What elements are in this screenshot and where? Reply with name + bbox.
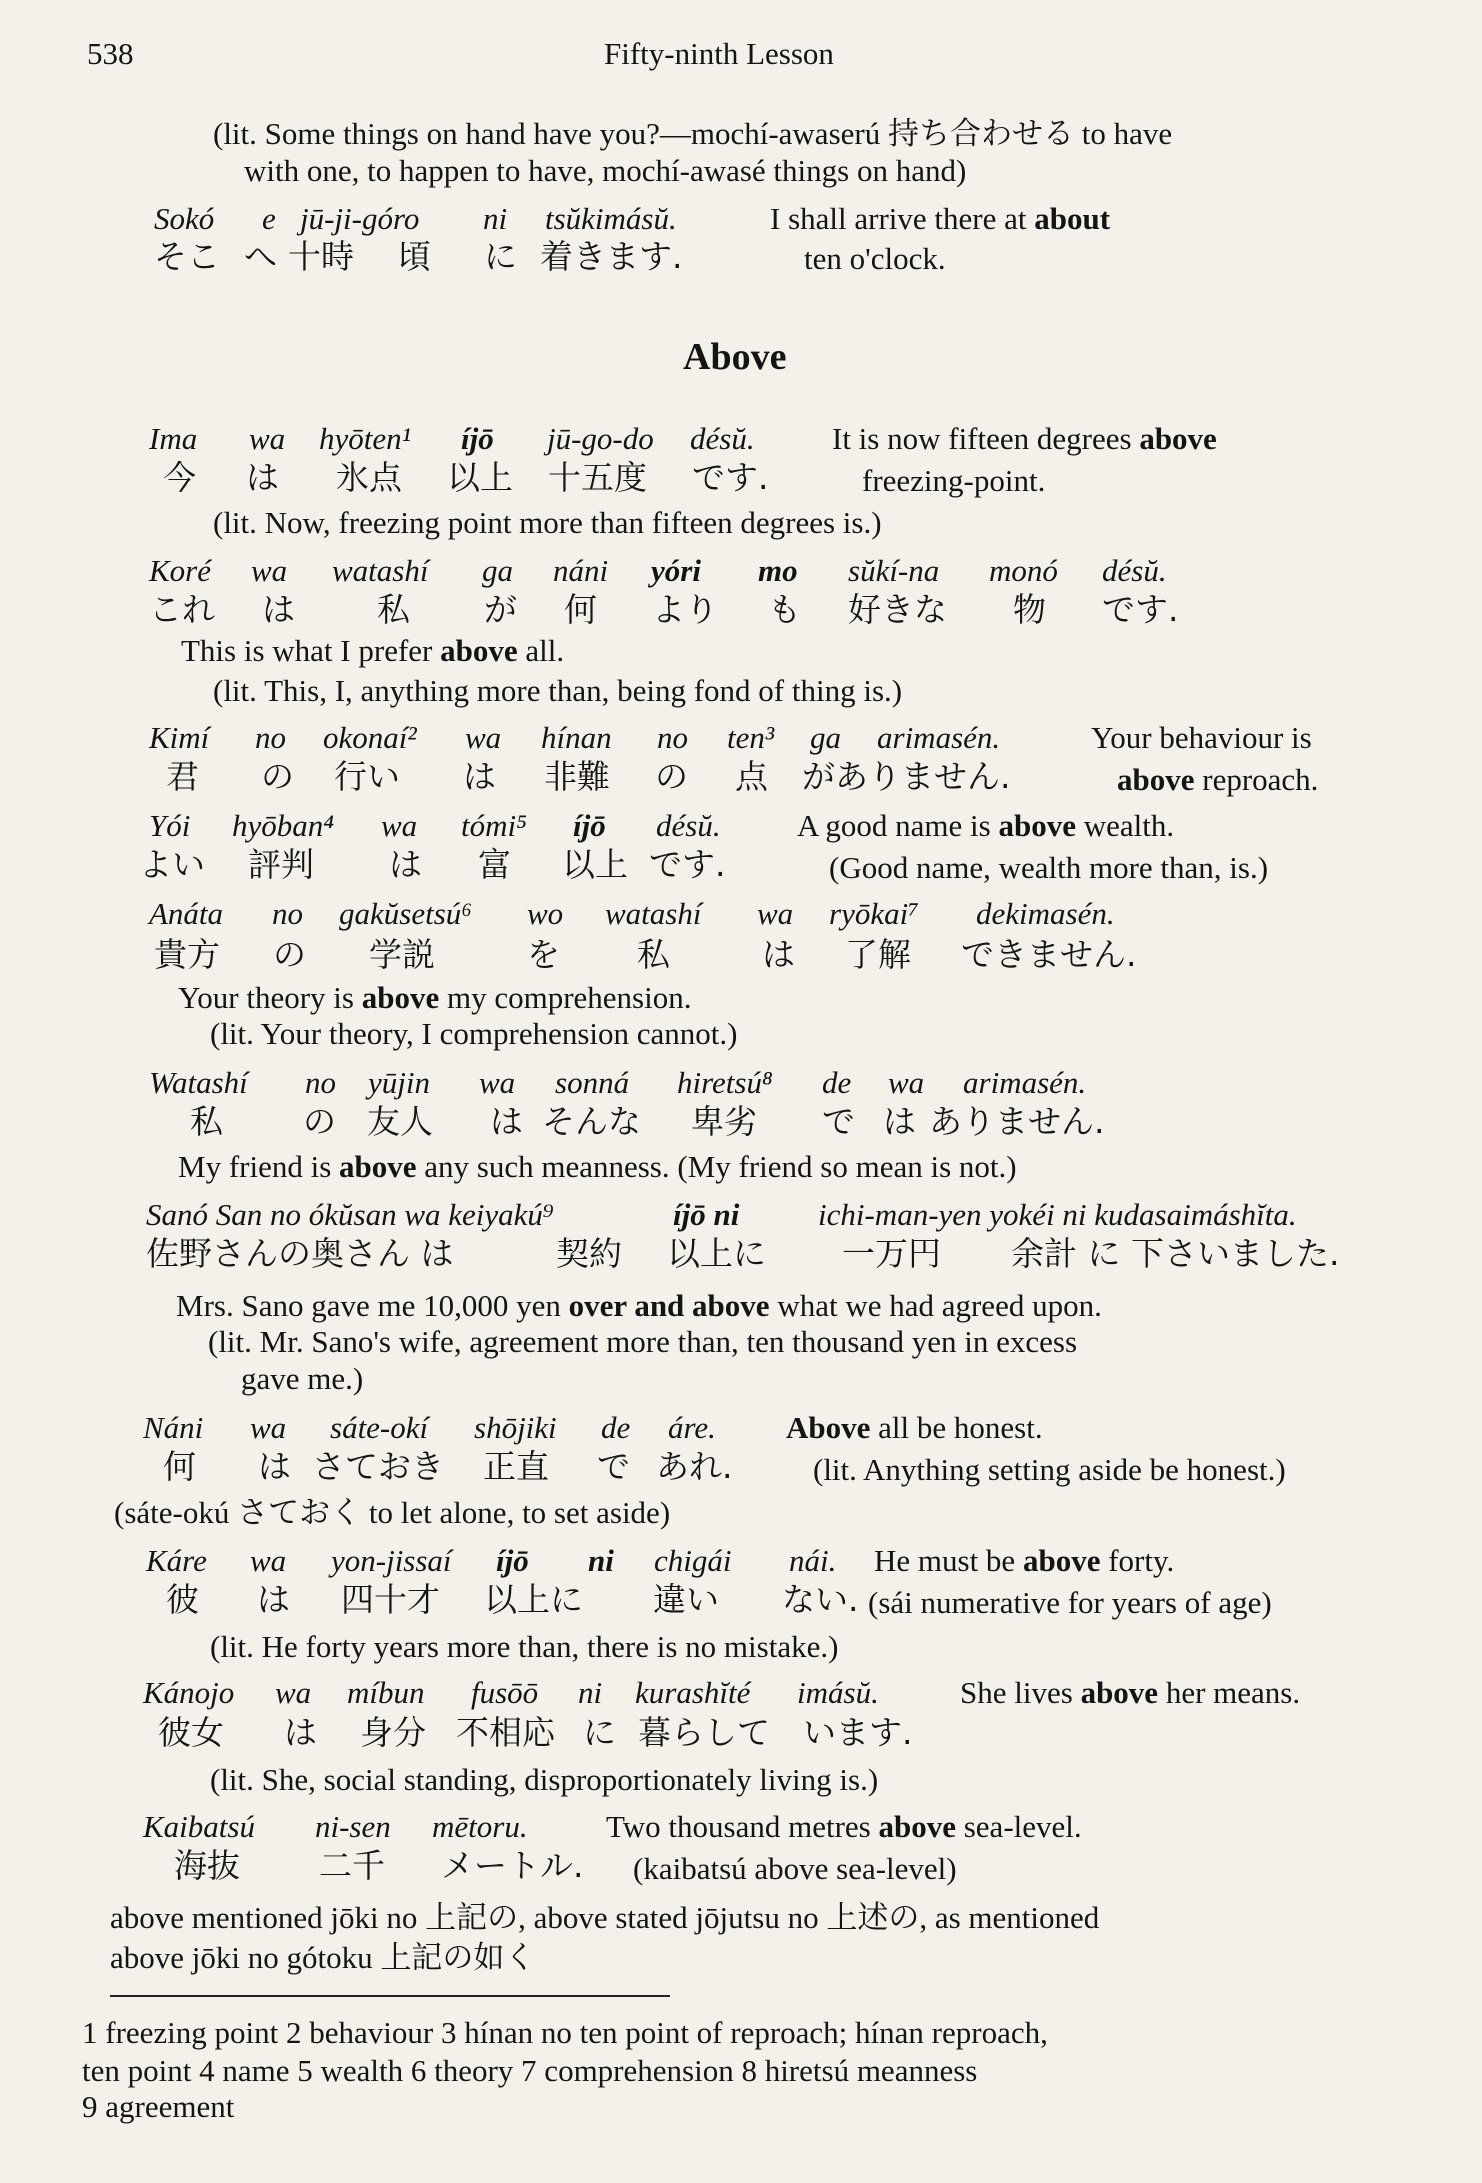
japanese-word: は — [257, 1580, 290, 1619]
japanese-word: は — [246, 458, 279, 497]
romaji-word: tsŭkimásŭ. — [545, 201, 677, 236]
english-text: This is what I prefer — [181, 633, 441, 668]
english-bold: above — [878, 1809, 956, 1844]
romaji-word: no — [657, 720, 688, 755]
japanese-word: 氷点 — [336, 458, 402, 497]
english-text: any such meanness. (My friend so mean is not.) — [416, 1149, 1017, 1184]
english-text: She lives — [960, 1675, 1081, 1710]
romaji-word: chigái — [654, 1543, 732, 1578]
english-text: my comprehension. — [439, 980, 692, 1015]
english-bold: above — [1022, 1543, 1101, 1578]
japanese-word: は — [490, 1102, 523, 1141]
english-bold: above — [1117, 762, 1195, 797]
japanese-word: は — [883, 1102, 916, 1141]
romaji-word: áre. — [668, 1410, 716, 1445]
romaji-word: hyōban⁴ — [232, 808, 335, 843]
e10-lit: (lit. She, social standing, disproportionately living is.) — [210, 1762, 879, 1797]
japanese-word: は — [463, 757, 496, 796]
japanese-word: 不相応 — [456, 1713, 555, 1752]
japanese-word: よい — [139, 845, 205, 884]
japanese-word: ありません. — [929, 1102, 1105, 1141]
e1-english-1 — [832, 423, 1217, 454]
japanese-word: 着きます. — [540, 237, 683, 276]
e10-english-1 — [960, 1677, 1300, 1708]
japanese-word: 以上に — [667, 1234, 766, 1273]
romaji-word: wa — [250, 1410, 287, 1445]
english-text: all. — [517, 633, 565, 668]
japanese-word: で — [597, 1447, 630, 1486]
english-text: what we had agreed upon. — [769, 1288, 1102, 1323]
romaji-word: dekimasén. — [976, 896, 1115, 931]
japanese-word: 身分 — [360, 1713, 426, 1752]
romaji-word: yūjin — [368, 1065, 430, 1100]
e9-lit: (lit. He forty years more than, there is no mistake.) — [210, 1629, 839, 1664]
japanese-word: 十五度 — [548, 458, 647, 497]
english-text: sea-level. — [955, 1809, 1082, 1844]
romaji-word: de — [822, 1065, 852, 1100]
section-title: Above — [683, 336, 787, 378]
english-bold: above — [998, 808, 1076, 843]
romaji-word: wa — [381, 808, 418, 843]
english-text: My friend is — [178, 1149, 340, 1184]
english-bold: above — [440, 633, 518, 668]
romaji-word: yon-jissaí — [331, 1543, 452, 1578]
japanese-word: 以上 — [562, 845, 628, 884]
japanese-word: います. — [803, 1713, 913, 1752]
romaji-word: imásŭ. — [797, 1675, 879, 1710]
english-bold: about — [1034, 201, 1111, 236]
romaji-word: wa — [251, 553, 288, 588]
japanese-word: 四十才 — [341, 1580, 440, 1619]
japanese-word: 頃 — [398, 237, 431, 276]
english-text: forty. — [1100, 1543, 1175, 1578]
romaji-word: nái. — [789, 1543, 837, 1578]
english-text: Your theory is — [178, 980, 362, 1015]
japanese-word: できません. — [961, 935, 1137, 974]
e3-english-2 — [1117, 764, 1318, 795]
e2-english — [181, 635, 564, 666]
romaji-word: tómi⁵ — [461, 808, 527, 843]
romaji-word: sonná — [555, 1065, 630, 1100]
romaji-word: kurashĭté — [635, 1675, 751, 1710]
japanese-word: の — [655, 757, 688, 796]
e4-english-2: (Good name, wealth more than, is.) — [829, 850, 1269, 885]
phrases-line1: above mentioned jōki no 上記の, above stated jōjutsu no 上述の, as mentioned — [110, 1900, 1100, 1935]
romaji-word: Sanó San no ókŭsan wa keiyakú⁹ — [146, 1197, 554, 1232]
english-text: reproach. — [1194, 762, 1319, 797]
romaji-word: watashí — [332, 553, 429, 588]
english-bold: above — [1139, 421, 1217, 456]
e9-english-1 — [874, 1545, 1174, 1576]
english-bold: above — [361, 980, 440, 1015]
japanese-word: に — [583, 1713, 616, 1752]
e7-lit-1: (lit. Mr. Sano's wife, agreement more than, ten thousand yen in excess — [208, 1324, 1078, 1359]
japanese-word: 正直 — [483, 1447, 549, 1486]
romaji-word: monó — [989, 553, 1058, 588]
romaji-word: okonaí² — [323, 720, 417, 755]
romaji-word: jū-go-do — [547, 421, 654, 456]
footnote-divider — [110, 1995, 670, 1997]
english-bold: Above — [786, 1410, 871, 1445]
japanese-word: 一万円 — [842, 1234, 941, 1273]
romaji-word: ni — [588, 1543, 614, 1578]
japanese-word: 友人 — [367, 1102, 433, 1141]
japanese-word: 何 — [564, 590, 597, 629]
soko-english-1 — [770, 203, 1110, 234]
japanese-word: の — [261, 757, 294, 796]
e7-lit-2: gave me.) — [241, 1361, 364, 1396]
japanese-word: へ — [244, 237, 277, 276]
japanese-word: 十時 — [288, 237, 354, 276]
japanese-word: が — [484, 590, 517, 629]
romaji-word: ni — [483, 201, 508, 236]
japanese-word: あれ. — [656, 1447, 733, 1486]
japanese-word: 以上 — [447, 458, 513, 497]
japanese-word: を — [527, 935, 560, 974]
e8-note: (sáte-okú さておく to let alone, to set aside) — [114, 1495, 671, 1530]
romaji-word: Kimí — [149, 720, 210, 755]
english-text: He must be — [874, 1543, 1023, 1578]
japanese-word: 違い — [653, 1580, 719, 1619]
japanese-word: 彼女 — [158, 1713, 224, 1752]
e11-english-1 — [606, 1811, 1082, 1842]
soko-english-2: ten o'clock. — [804, 241, 946, 276]
japanese-word: 了解 — [845, 935, 911, 974]
english-bold: above — [339, 1149, 417, 1184]
english-text: Mrs. Sano gave me 10,000 yen — [176, 1288, 569, 1323]
intro-lit-line1: (lit. Some things on hand have you?—mochí-awaserú 持ち合わせる to have — [213, 116, 1173, 151]
japanese-word: は — [389, 845, 422, 884]
japanese-word: 貴方 — [154, 935, 220, 974]
japanese-word: の — [273, 935, 306, 974]
japanese-word: は — [284, 1713, 317, 1752]
japanese-word: は — [762, 935, 795, 974]
romaji-word: wa — [888, 1065, 925, 1100]
e6-english — [178, 1151, 1017, 1182]
e9-english-2: (sái numerative for years of age) — [868, 1585, 1272, 1620]
japanese-word: 卑劣 — [691, 1102, 757, 1141]
page-number: 538 — [87, 36, 134, 71]
japanese-word: さておき — [312, 1447, 444, 1486]
japanese-word: 学説 — [369, 935, 435, 974]
romaji-word: Kaibatsú — [143, 1809, 255, 1844]
romaji-word: ni-sen — [315, 1809, 391, 1844]
japanese-word: の — [303, 1102, 336, 1141]
romaji-word: míbun — [347, 1675, 425, 1710]
japanese-word: 佐野さんの奥さん は — [146, 1234, 454, 1273]
romaji-word: Sokó — [154, 201, 215, 236]
japanese-word: 好きな — [848, 590, 947, 629]
romaji-word: Koré — [149, 553, 211, 588]
romaji-word: wa — [465, 720, 502, 755]
romaji-word: hínan — [541, 720, 612, 755]
romaji-word: wa — [249, 421, 286, 456]
japanese-word: 彼 — [166, 1580, 199, 1619]
e5-english — [178, 982, 692, 1013]
romaji-word: Anáta — [149, 896, 224, 931]
english-text: Two thousand metres — [606, 1809, 879, 1844]
japanese-word: これ — [149, 590, 215, 629]
japanese-word: メートル. — [441, 1846, 584, 1885]
romaji-word: fusōō — [471, 1675, 539, 1710]
japanese-word: 評判 — [248, 845, 314, 884]
japanese-word: そこ — [154, 237, 220, 276]
romaji-word: gakŭsetsú⁶ — [339, 896, 473, 931]
footnote-line1: 1 freezing point 2 behaviour 3 hínan no ten point of reproach; hínan reproach, — [82, 2015, 1048, 2050]
japanese-word: で — [822, 1102, 855, 1141]
japanese-word: 二千 — [319, 1846, 385, 1885]
romaji-word: no — [255, 720, 286, 755]
english-bold: above — [1080, 1675, 1159, 1710]
romaji-word: náni — [553, 553, 609, 588]
romaji-word: arimasén. — [877, 720, 1001, 755]
romaji-word: ten³ — [727, 720, 775, 755]
footnote-line2: ten point 4 name 5 wealth 6 theory 7 comprehension 8 hiretsú meanness — [82, 2053, 978, 2088]
romaji-word: désŭ. — [690, 421, 755, 456]
romaji-word: ichi-man-yen yokéi ni kudasaimáshĭta. — [818, 1197, 1297, 1232]
romaji-word: e — [262, 201, 276, 236]
japanese-word: 以上に — [484, 1580, 583, 1619]
romaji-word: Ima — [149, 421, 198, 456]
japanese-word: 物 — [1013, 590, 1046, 629]
romaji-word: wa — [757, 896, 794, 931]
footnote-line3: 9 agreement — [82, 2089, 235, 2124]
e7-english — [176, 1290, 1102, 1321]
romaji-word: no — [305, 1065, 336, 1100]
romaji-word: de — [601, 1410, 631, 1445]
romaji-word: íjō — [461, 421, 494, 456]
japanese-word: 何 — [163, 1447, 196, 1486]
japanese-word: です. — [692, 458, 769, 497]
japanese-word: も — [768, 590, 801, 629]
e2-lit: (lit. This, I, anything more than, being fond of thing is.) — [213, 673, 903, 708]
english-text: all be honest. — [870, 1410, 1043, 1445]
e3-english-1: Your behaviour is — [1091, 720, 1312, 755]
japanese-word: 私 — [190, 1102, 223, 1141]
romaji-word: watashí — [605, 896, 702, 931]
e8-english-2: (lit. Anything setting aside be honest.) — [813, 1452, 1286, 1487]
romaji-word: íjō — [573, 808, 606, 843]
japanese-word: 暮らして — [638, 1713, 770, 1752]
japanese-word: は — [262, 590, 295, 629]
romaji-word: hiretsú⁸ — [677, 1065, 773, 1100]
japanese-word: 海抜 — [174, 1846, 240, 1885]
japanese-word: 契約 — [556, 1234, 622, 1273]
japanese-word: です. — [1102, 590, 1179, 629]
japanese-word: 私 — [377, 590, 410, 629]
english-text: wealth. — [1076, 808, 1175, 843]
e4-english-1 — [797, 810, 1174, 841]
romaji-word: yóri — [651, 553, 701, 588]
running-title: Fifty-ninth Lesson — [604, 36, 834, 71]
romaji-word: íjō — [496, 1543, 529, 1578]
japanese-word: 今 — [163, 458, 196, 497]
phrases-line2: above jōki no gótoku 上記の如く — [110, 1940, 536, 1975]
romaji-word: íjō ni — [673, 1197, 740, 1232]
romaji-word: hyōten¹ — [319, 421, 411, 456]
romaji-word: arimasén. — [963, 1065, 1087, 1100]
japanese-word: ない. — [782, 1580, 859, 1619]
romaji-word: ga — [810, 720, 841, 755]
romaji-word: wa — [479, 1065, 516, 1100]
romaji-word: wa — [250, 1543, 287, 1578]
japanese-word: そんな — [542, 1102, 641, 1141]
romaji-word: désŭ. — [656, 808, 721, 843]
japanese-word: がありません. — [802, 757, 1011, 796]
japanese-word: 君 — [166, 757, 199, 796]
romaji-word: ni — [578, 1675, 603, 1710]
e8-english-1 — [786, 1412, 1043, 1443]
japanese-word: 私 — [637, 935, 670, 974]
japanese-word: より — [652, 590, 718, 629]
romaji-word: Kánojo — [143, 1675, 235, 1710]
japanese-word: は — [258, 1447, 291, 1486]
romaji-word: Watashí — [149, 1065, 248, 1100]
romaji-word: Káre — [146, 1543, 207, 1578]
e1-lit: (lit. Now, freezing point more than fifteen degrees is.) — [213, 505, 882, 540]
english-text: It is now fifteen degrees — [832, 421, 1140, 456]
english-text: A good name is — [797, 808, 999, 843]
intro-lit-line2: with one, to happen to have, mochí-awasé things on hand) — [244, 153, 967, 188]
romaji-word: shōjiki — [474, 1410, 557, 1445]
japanese-word: 余計 に 下さいました. — [1011, 1234, 1340, 1273]
romaji-word: désŭ. — [1102, 553, 1167, 588]
romaji-word: wo — [527, 896, 564, 931]
romaji-word: sáte-okí — [330, 1410, 429, 1445]
romaji-word: jū-ji-góro — [300, 201, 420, 236]
japanese-word: 非難 — [544, 757, 610, 796]
japanese-word: 富 — [478, 845, 511, 884]
japanese-word: 点 — [735, 757, 768, 796]
japanese-word: 行い — [334, 757, 400, 796]
english-bold: over and above — [568, 1288, 770, 1323]
romaji-word: sŭkí-na — [848, 553, 940, 588]
romaji-word: Náni — [143, 1410, 204, 1445]
romaji-word: ga — [482, 553, 513, 588]
romaji-word: wa — [275, 1675, 312, 1710]
english-text: I shall arrive there at — [770, 201, 1035, 236]
romaji-word: no — [272, 896, 303, 931]
e5-lit: (lit. Your theory, I comprehension cannot.) — [210, 1016, 738, 1051]
romaji-word: Yói — [149, 808, 191, 843]
e1-english-2: freezing-point. — [862, 463, 1046, 498]
japanese-word: に — [484, 237, 517, 276]
romaji-word: mo — [758, 553, 798, 588]
romaji-word: ryōkai⁷ — [829, 896, 919, 931]
romaji-word: mētoru. — [432, 1809, 528, 1844]
e11-english-2: (kaibatsú above sea-level) — [633, 1851, 957, 1886]
english-text: her means. — [1158, 1675, 1301, 1710]
japanese-word: です. — [649, 845, 726, 884]
